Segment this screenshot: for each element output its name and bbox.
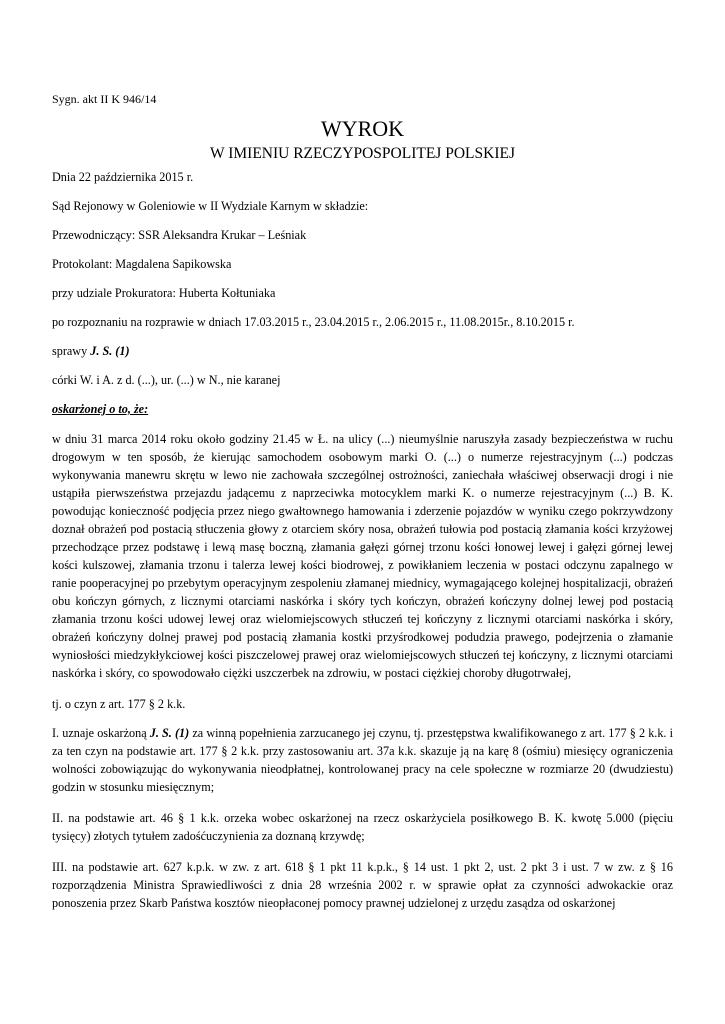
- prosecutor: przy udziale Prokuratora: Huberta Kołtuniaka: [52, 286, 276, 300]
- case-line: [52, 342, 673, 360]
- document-title: WYROK: [320, 116, 405, 141]
- charge-description: w dniu 31 marca 2014 roku około godziny 21.45 w Ł. na ulicy (...) nieumyślnie naruszyła zasady bezpieczeństwa w ruchu drogowym w ten sposób, że kierując samochodem osobowym marki O. (...) o numerze rejestracyjnym (...) podczas wykonywania manewru skrętu w lewo nie zachowała szczególnej ostrożności, zaniechała właściwej obserwacji drogi i nie ustąpiła pierwszeństwa przejazdu jadącemu z naprzeciwka motocyklem marki K. o numerze rejestracyjnym (...) B. K. powodując konieczność podjęcia przez niego gwałtownego hamowania i zderzenie pojazdów w wyniku czego pokrzywdzony doznał obrażeń pod postacią stłuczenia głowy z otarciem skóry nosa, obrażeń tułowia pod postacią złamania kości krzyżowej przechodzące przez podstawę i lewą masę boczną, złamania gałęzi górnej trzonu kości łonowej lewej i gałęzi górnej lewej kości kulszowej, złamania trzonu i talerza lewej kości biodrowej, z powikłaniem leczenia w postaci odczynu zapalnego w ranie pooperacyjnej po przebytym operacyjnym zespoleniu złamanej miednicy, wymagającego kolejnej hospitalizacji, obrażeń obu kończyn górnych, z licznymi otarciami naskórka i skóry tych kończyn, obrażeń kończyny dolnej lewej pod postacią złamania trzonu kości udowej lewej oraz wielomiejscowych stłuczeń tej kończyny z licznymi otarciami naskórka i skóry, obrażeń kończyny dolnej prawej pod postacią złamania kostki przyśrodkowej podudzia prawego, podejrzenia o złamanie wyniosłości miedzykłykciowej kości piszczelowej prawej oraz wielomiejscowych stłuczeń tej kończyny, z licznymi otarciami naskórka i skóry, co spowodowało ciężki uszczerbek na zdrowiu, w postaci ciężkiej choroby długotrwałej,: [52, 432, 673, 680]
- charge-heading: oskarżonej o to, że:: [52, 402, 149, 416]
- charge-article: tj. o czyn z art. 177 § 2 k.k.: [52, 697, 186, 711]
- case-prefix: sprawy: [52, 344, 91, 358]
- defendant-name: J. S. (1): [90, 344, 130, 358]
- case-signature: Sygn. akt II K 946/14: [52, 92, 157, 106]
- ruling-1-defendant-name: J. S. (1): [149, 726, 190, 740]
- document-subtitle: W IMIENIU RZECZYPOSPOLITEJ POLSKIEJ: [210, 145, 515, 162]
- judgment-document: [52, 90, 673, 925]
- ruling-1-prefix: I. uznaje oskarżoną: [52, 726, 150, 740]
- hearing-dates: po rozpoznaniu na rozprawie w dniach 17.03.2015 r., 23.04.2015 r., 2.06.2015 r., 11.08.2015r., 8.10.2015 r.: [52, 315, 575, 329]
- ruling-2: II. na podstawie art. 46 § 1 k.k. orzeka wobec oskarżonej na rzecz oskarżyciela posiłkowego B. K. kwotę 5.000 (pięciu tysięcy) złotych tytułem zadośćuczynienia za doznaną krzywdę;: [52, 811, 673, 843]
- court-clerk: Protokolant: Magdalena Sapikowska: [52, 257, 232, 271]
- ruling-1-text: za winną popełnienia zarzucanego jej czynu, tj. przestępstwa kwalifikowanego z art. 177 § 2 k.k. i za ten czyn na podstawie art. 177 § 2 k.k. przy zastosowaniu art. 37a k.k. skazuje ją na karę 8 (ośmiu) miesięcy ograniczenia wolności zobowiązując do wykonywania nieodpłatnej, kontrolowanej pracy na cele społeczne w rozmiarze 20 (dwudziestu) godzin w stosunku miesięcznym;: [52, 726, 673, 794]
- defendant-info: córki W. i A. z d. (...), ur. (...) w N., nie karanej: [52, 373, 281, 387]
- judgment-date: Dnia 22 października 2015 r.: [52, 170, 194, 184]
- ruling-3: III. na podstawie art. 627 k.p.k. w zw. z art. 618 § 1 pkt 11 k.p.k., § 14 ust. 1 pkt 2, ust. 2 pkt 3 i ust. 7 w zw. z § 16 rozporządzenia Ministra Sprawiedliwości z dnia 28 września 2002 r. w sprawie opłat za czynności adwokackie oraz ponoszenia przez Skarb Państwa kosztów nieopłaconej pomocy prawnej udzielonej z urzędu zasądza od oskarżonej: [52, 860, 673, 910]
- court-name: Sąd Rejonowy w Goleniowie w II Wydziale Karnym w składzie:: [52, 199, 369, 213]
- ruling-1: [52, 724, 673, 796]
- presiding-judge: Przewodniczący: SSR Aleksandra Krukar – Leśniak: [52, 228, 307, 242]
